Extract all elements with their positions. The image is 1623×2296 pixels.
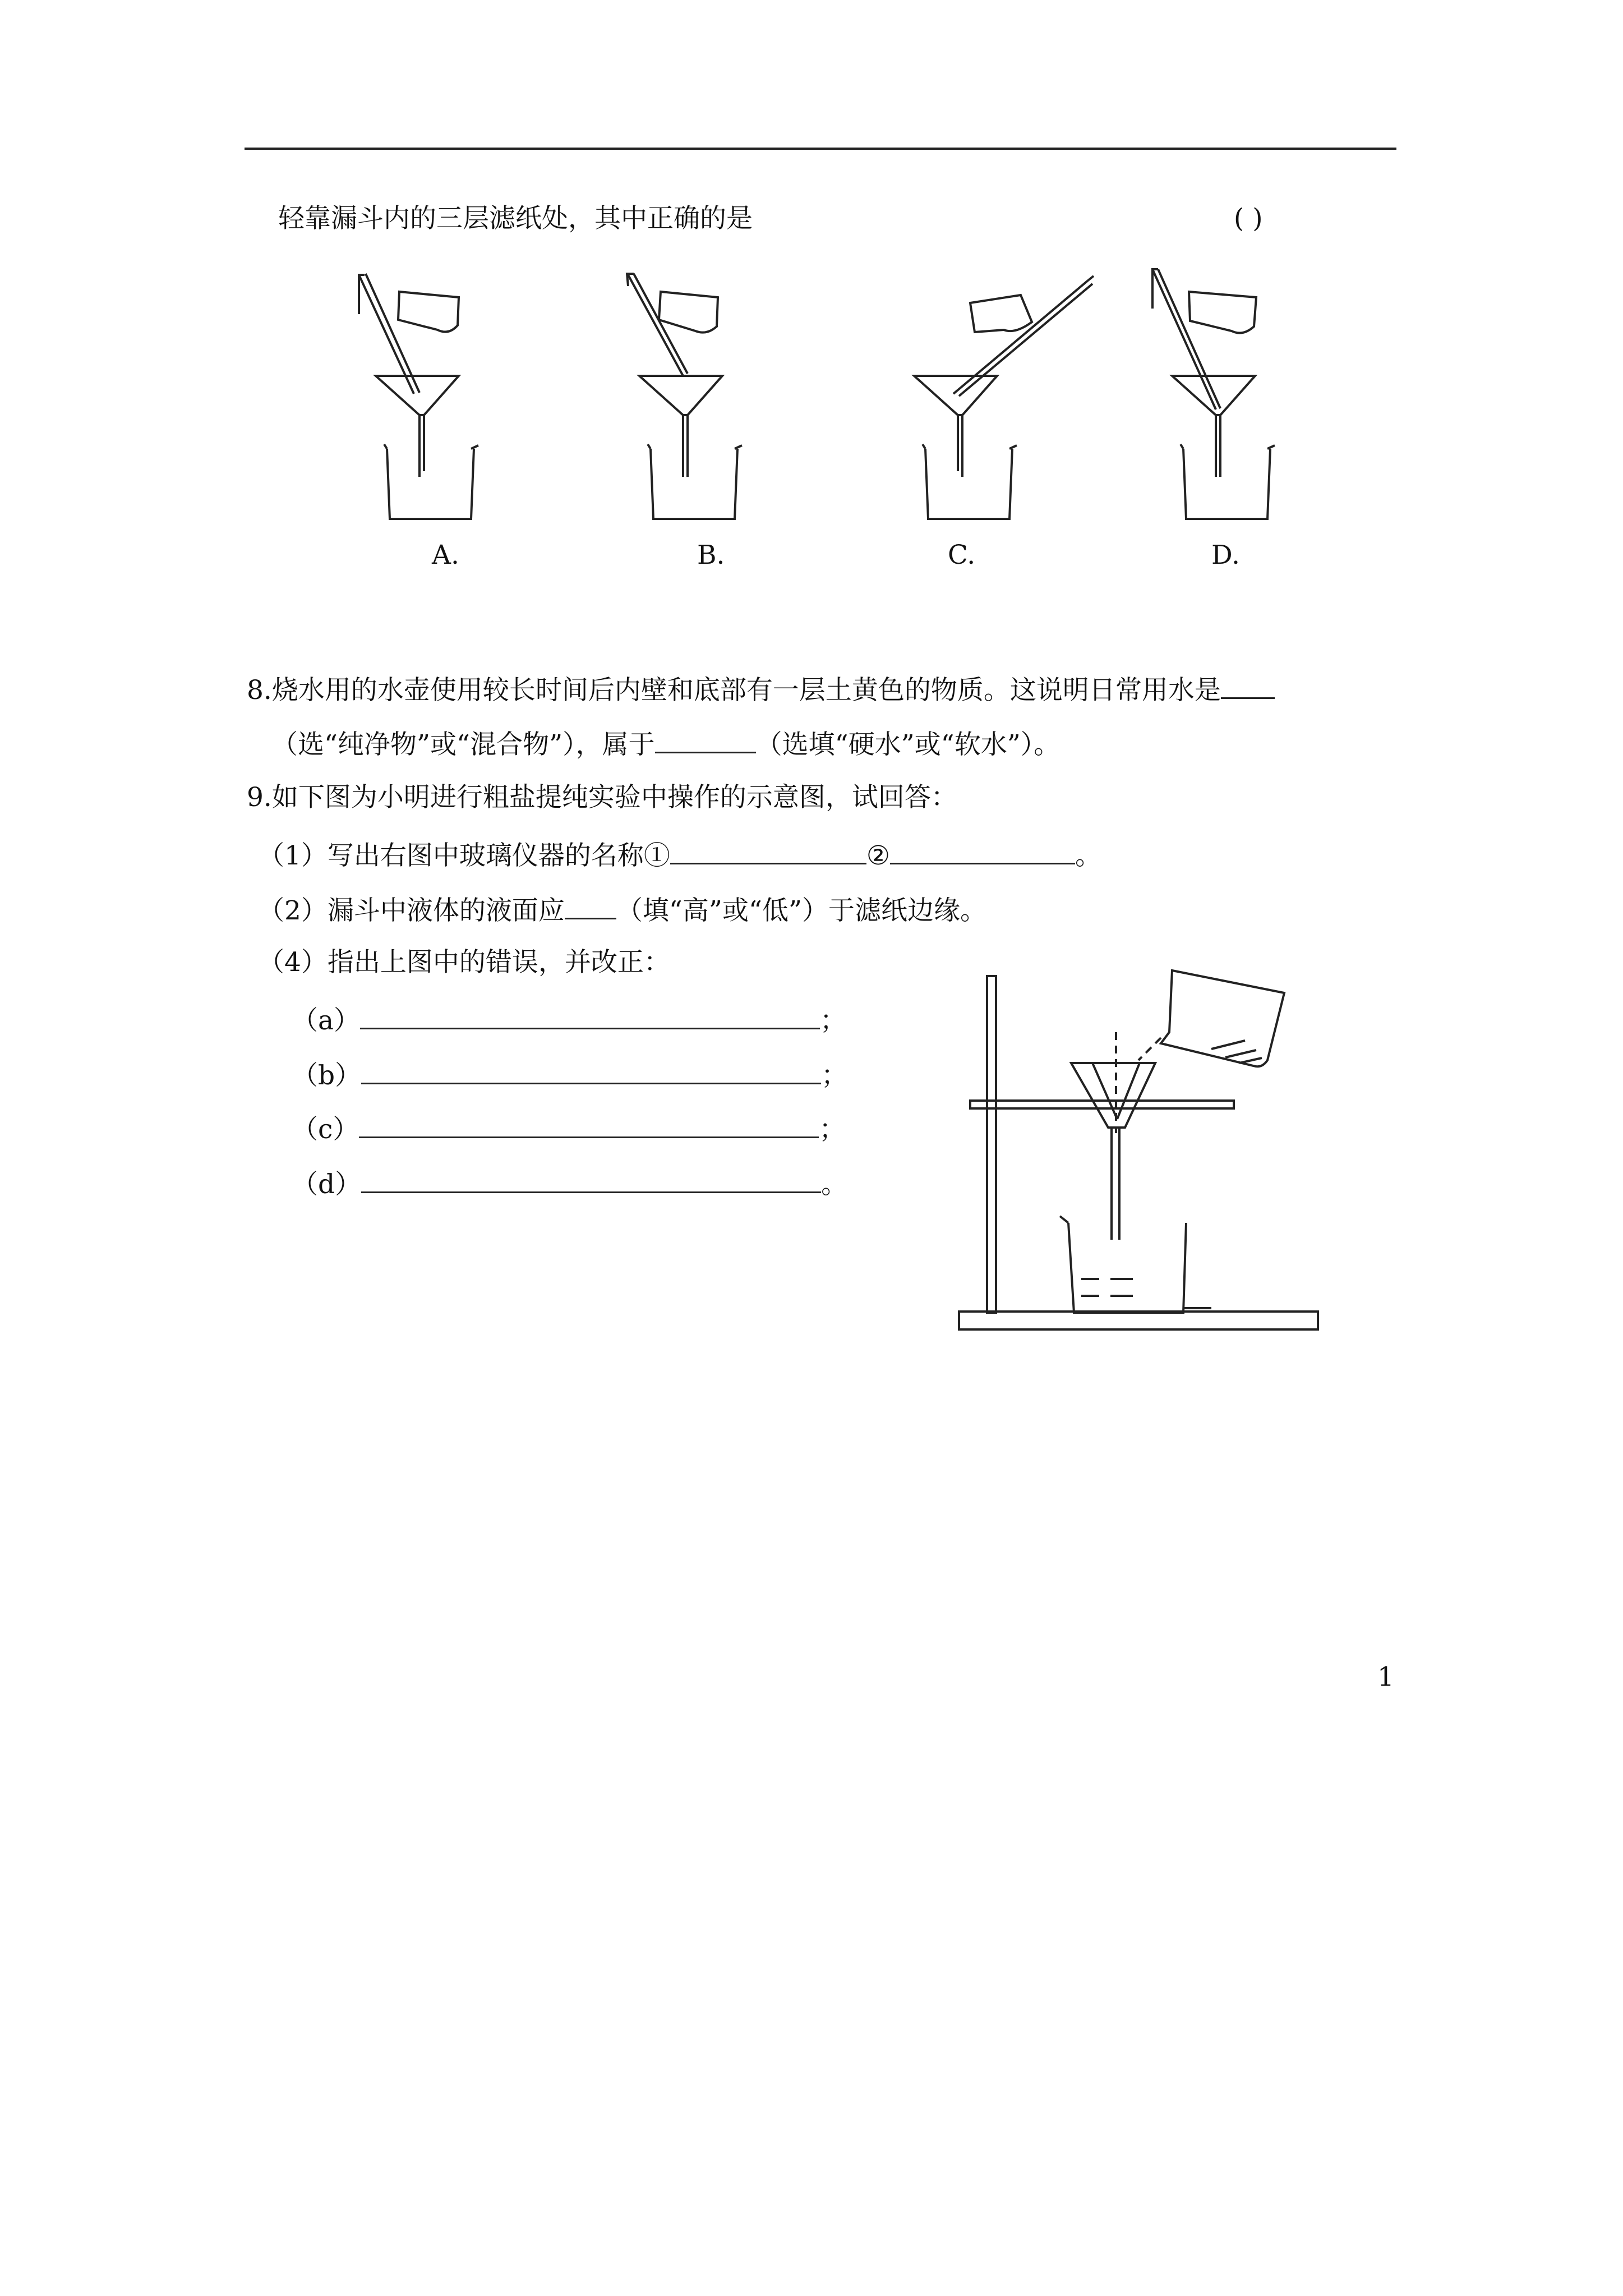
q9-sub-c: [292, 1110, 845, 1147]
answer-line-c[interactable]: [359, 1110, 819, 1138]
q8-blank-1[interactable]: [1221, 670, 1275, 699]
q9-sub-d: [292, 1165, 847, 1202]
option-b-figure: [627, 274, 742, 519]
q9-part4: （4）指出上图中的错误，并改正：: [258, 947, 670, 978]
q9-part2: [258, 891, 986, 928]
option-d-label: D.: [1211, 540, 1240, 570]
stand-base: [959, 1312, 1318, 1329]
q9-part1-c: 。: [1075, 840, 1102, 871]
ring-clamp: [970, 1101, 1234, 1108]
q9-part2-a: （2）漏斗中液体的液面应: [258, 895, 565, 926]
q8-line2: [271, 725, 1060, 762]
q9-part1: [258, 836, 1101, 873]
sub-end: ；: [820, 1005, 847, 1036]
option-a-label: A.: [432, 540, 459, 570]
option-c-figure: [914, 276, 1094, 519]
q9-intro: 9.如下图为小明进行粗盐提纯实验中操作的示意图，试回答：: [247, 782, 957, 813]
receiving-beaker: [1068, 1223, 1186, 1313]
answer-line-a[interactable]: [360, 1001, 820, 1029]
q9-blank-2[interactable]: [890, 836, 1075, 864]
q7-option-figures: [314, 264, 1436, 533]
option-d-figure: [1152, 269, 1275, 519]
q9-part2-b: （填“高”或“低”）于滤纸边缘。: [616, 895, 987, 926]
sub-end: 。: [821, 1169, 848, 1200]
q9-sub-a: [292, 1001, 846, 1038]
q8-blank-2[interactable]: [655, 725, 756, 753]
q9-blank-3[interactable]: [565, 891, 616, 919]
q9-part1-b: ②: [866, 840, 891, 871]
q9-part1-a: （1）写出右图中玻璃仪器的名称①: [258, 840, 670, 871]
stand-rod: [987, 976, 996, 1313]
q9-filtration-apparatus: [948, 948, 1329, 1341]
q9-blank-1[interactable]: [670, 836, 866, 864]
q7-stem: 轻靠漏斗内的三层滤纸处，其中正确的是: [278, 203, 753, 234]
q8-line2-a: （选“纯净物”或“混合物”），属于: [271, 729, 655, 760]
q8-line1: [247, 670, 1275, 707]
page-number: 1: [1377, 1662, 1394, 1692]
option-b-label: B.: [697, 540, 725, 570]
answer-line-b[interactable]: [361, 1056, 821, 1084]
q8-line1-text: 8.烧水用的水壶使用较长时间后内壁和底部有一层土黄色的物质。这说明日常用水是: [247, 675, 1221, 706]
sub-label: （c）: [292, 1114, 359, 1145]
option-c-label: C.: [948, 540, 976, 570]
sub-label: （d）: [292, 1169, 362, 1200]
q9-sub-b: [292, 1056, 847, 1093]
sub-label: （a）: [292, 1005, 361, 1036]
sub-end: ；: [821, 1060, 848, 1091]
sub-end: ；: [819, 1114, 846, 1145]
option-a-figure: [359, 274, 478, 519]
funnel: [1071, 1063, 1155, 1128]
header-rule: [245, 148, 1396, 150]
q7-answer-paren: ( ): [1234, 203, 1263, 234]
sub-label: （b）: [292, 1060, 362, 1091]
answer-line-d[interactable]: [361, 1165, 821, 1193]
pouring-beaker: [1161, 970, 1284, 1066]
q8-line2-b: （选填“硬水”或“软水”）。: [755, 729, 1061, 760]
